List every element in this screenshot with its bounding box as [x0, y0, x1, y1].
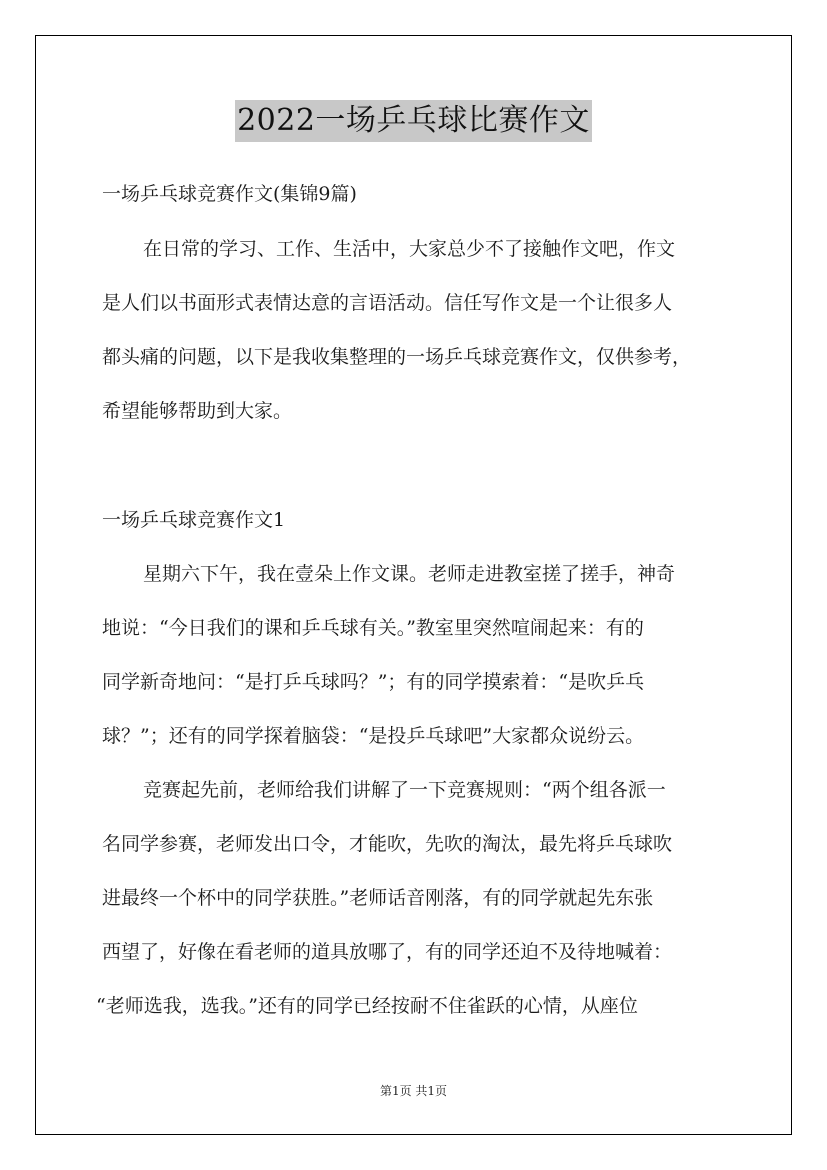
body-line-2: 地说：“今日我们的课和乒乓球有关。”教室里突然喧闹起来：有的 [102, 617, 644, 639]
intro-line-2: 是人们以书面形式表情达意的言语活动。信任写作文是一个让很多人 [102, 292, 673, 314]
body-line-3: 同学新奇地问：“是打乒乓球吗？”；有的同学摸索着：“是吹乒乓 [102, 671, 645, 693]
document-subtitle: 一场乒乓球竞赛作文(集锦9篇) [102, 183, 357, 205]
body-line-8: 西望了，好像在看老师的道具放哪了，有的同学还迫不及待地喊着： [102, 941, 673, 963]
section-heading: 一场乒乓球竞赛作文1 [102, 509, 286, 531]
body-line-4: 球？”；还有的同学探着脑袋：“是投乒乓球吧”大家都众说纷云。 [102, 725, 645, 747]
body-line-1: 星期六下午，我在壹朵上作文课。老师走进教室搓了搓手，神奇 [143, 563, 676, 585]
body-line-9: “老师选我，选我。”还有的同学已经按耐不住雀跃的心情，从座位 [96, 995, 638, 1017]
title-container [0, 100, 827, 142]
document-title: 2022一场乒乓球比赛作文 [235, 100, 592, 142]
intro-line-3: 都头痛的问题，以下是我收集整理的一场乒乓球竞赛作文，仅供参考， [102, 346, 692, 368]
page-footer: 第1页 共1页 [379, 1084, 448, 1098]
body-line-7: 进最终一个杯中的同学获胜。”老师话音刚落，有的同学就起先东张 [102, 887, 654, 909]
intro-line-1: 在日常的学习、工作、生活中，大家总少不了接触作文吧，作文 [143, 238, 676, 260]
body-line-6: 名同学参赛，老师发出口令，才能吹，先吹的淘汰，最先将乒乓球吹 [102, 833, 673, 855]
body-line-5: 竞赛起先前，老师给我们讲解了一下竞赛规则：“两个组各派一 [143, 779, 666, 801]
intro-line-4: 希望能够帮助到大家。 [102, 400, 293, 422]
